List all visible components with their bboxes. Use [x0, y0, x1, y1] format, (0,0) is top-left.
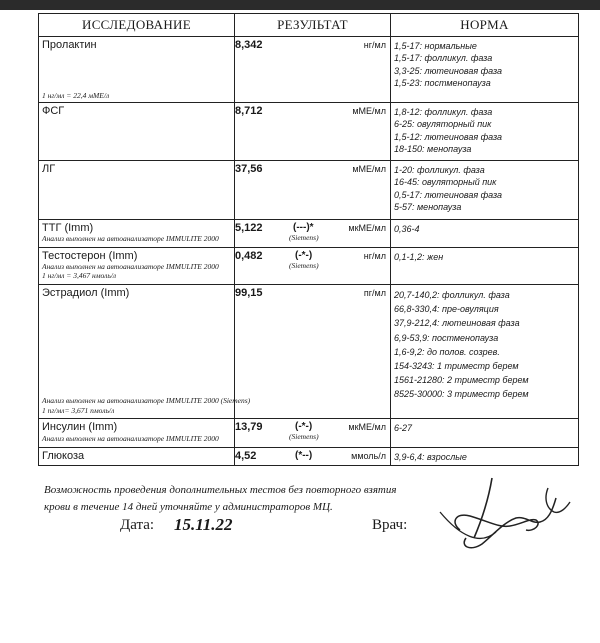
- norm-list: [394, 106, 581, 156]
- norm-line: 6,9-53,9: постменопауза: [394, 332, 499, 343]
- doctor-label: Врач:: [372, 517, 408, 533]
- norm-list: [394, 451, 581, 463]
- header-test: ИССЛЕДОВАНИЕ: [39, 14, 235, 37]
- test-name: Инсулин (Imm): [42, 421, 118, 433]
- norm-line: 37,9-212,4: лютеиновая фаза: [394, 318, 520, 329]
- table-row: [39, 285, 579, 419]
- table-row: [39, 419, 579, 448]
- norm-line: 154-3243: 1 триместр берем: [394, 361, 519, 372]
- test-note: Анализ выполнен на автоанализаторе IMMULITE 2000: [42, 262, 219, 271]
- norm-line: 3,9-6,4: взрослые: [394, 452, 467, 462]
- norm-list: [394, 288, 581, 402]
- norm-line: 6-25: овуляторный пик: [394, 119, 492, 130]
- test-name: Глюкоза: [42, 450, 85, 462]
- test-name: Тестостерон (Imm): [42, 250, 138, 262]
- header-result: РЕЗУЛЬТАТ: [235, 14, 391, 37]
- table-header-row: [39, 14, 579, 37]
- norm-line: 0,36-4: [394, 224, 420, 234]
- norm-line: 6-27: [394, 423, 413, 433]
- norm-list: [394, 223, 581, 235]
- result-unit: мкМЕ/мл: [348, 422, 386, 432]
- table-row: [39, 37, 579, 103]
- result-unit: нг/мл: [363, 40, 386, 50]
- result-value: 37,56: [235, 163, 263, 175]
- header-norm: НОРМА: [391, 14, 579, 37]
- result-unit: ммоль/л: [351, 451, 386, 461]
- analyzer-brand: (Siemens): [289, 261, 319, 270]
- result-value: 13,79: [235, 421, 263, 433]
- table-row: [39, 220, 579, 248]
- norm-line: 18-150: менопауза: [394, 144, 472, 155]
- doctor-signature: [430, 472, 580, 562]
- result-value: 8,342: [235, 39, 263, 51]
- test-name: ФСГ: [42, 105, 65, 117]
- result-unit: мМЕ/мл: [352, 106, 386, 116]
- norm-line: 0,5-17: лютеиновая фаза: [394, 189, 503, 200]
- table-row: [39, 161, 579, 220]
- norm-line: 1561-21280: 2 триместр берем: [394, 375, 529, 386]
- result-value: 99,15: [235, 287, 263, 299]
- norm-line: 5-57: менопауза: [394, 202, 462, 213]
- test-note: 1 нг/мл = 22,4 мМЕ/л: [42, 91, 110, 100]
- results-table: [38, 13, 579, 466]
- result-flag: (---)*: [293, 222, 314, 233]
- test-note: Анализ выполнен на автоанализаторе IMMULITE 2000: [42, 234, 219, 243]
- result-unit: мМЕ/мл: [352, 164, 386, 174]
- test-name: Пролактин: [42, 39, 97, 51]
- test-note: 1 нг/мл = 3,467 нмоль/л: [42, 271, 117, 280]
- norm-line: 8525-30000: 3 триместр берем: [394, 389, 529, 400]
- footnote-text: Возможность проведения дополнительных тестов без повторного взятия крови в течение 14 дней уточняйте у администраторов МЦ.: [44, 484, 397, 513]
- test-note: Анализ выполнен на автоанализаторе IMMULITE 2000 (Siemens): [42, 396, 251, 405]
- result-value: 8,712: [235, 105, 263, 117]
- test-name: Эстрадиол (Imm): [42, 287, 130, 299]
- date-label: Дата:: [120, 517, 155, 533]
- test-name: ТТГ (Imm): [42, 222, 94, 234]
- result-value: 5,122: [235, 222, 263, 234]
- test-note: Анализ выполнен на автоанализаторе IMMULITE 2000: [42, 434, 219, 443]
- norm-line: 1,5-17: фолликул. фаза: [394, 53, 493, 64]
- result-value: 4,52: [235, 450, 257, 462]
- table-row: [39, 248, 579, 285]
- norm-list: [394, 40, 581, 90]
- norm-line: 16-45: овуляторный пик: [394, 177, 497, 188]
- result-unit: мкМЕ/мл: [348, 223, 386, 233]
- norm-list: [394, 164, 581, 214]
- norm-line: 1,5-23: постменопауза: [394, 78, 491, 89]
- norm-line: 20,7-140,2: фолликул. фаза: [394, 290, 510, 300]
- norm-line: 1,5-17: нормальные: [394, 41, 477, 51]
- result-flag: (-*-): [295, 421, 313, 432]
- result-flag: (-*-): [295, 250, 313, 261]
- norm-list: [394, 251, 581, 263]
- table-row: [39, 103, 579, 161]
- result-value: 0,482: [235, 250, 263, 262]
- norm-line: 3,3-25: лютеиновая фаза: [394, 65, 503, 76]
- norm-line: 1,8-12: фолликул. фаза: [394, 107, 493, 117]
- test-name: ЛГ: [42, 163, 56, 175]
- test-note: 1 пг/мл= 3,671 пмоль/л: [42, 406, 115, 415]
- norm-line: 1,5-12: лютеиновая фаза: [394, 131, 503, 142]
- norm-line: 66,8-330,4: пре-овуляция: [394, 304, 499, 315]
- result-flag: (*--): [295, 450, 313, 461]
- norm-line: 1-20: фолликул. фаза: [394, 165, 485, 175]
- norm-line: 1,6-9,2: до полов. созрев.: [394, 346, 500, 357]
- date-value: 15.11.22: [174, 515, 233, 534]
- result-unit: нг/мл: [363, 251, 386, 261]
- analyzer-brand: (Siemens): [289, 233, 319, 242]
- norm-line: 0,1-1,2: жен: [394, 252, 444, 262]
- top-dark-bar: [0, 0, 600, 10]
- norm-list: [394, 422, 581, 434]
- analyzer-brand: (Siemens): [289, 432, 319, 441]
- result-unit: пг/мл: [363, 288, 386, 298]
- table-row: [39, 448, 579, 466]
